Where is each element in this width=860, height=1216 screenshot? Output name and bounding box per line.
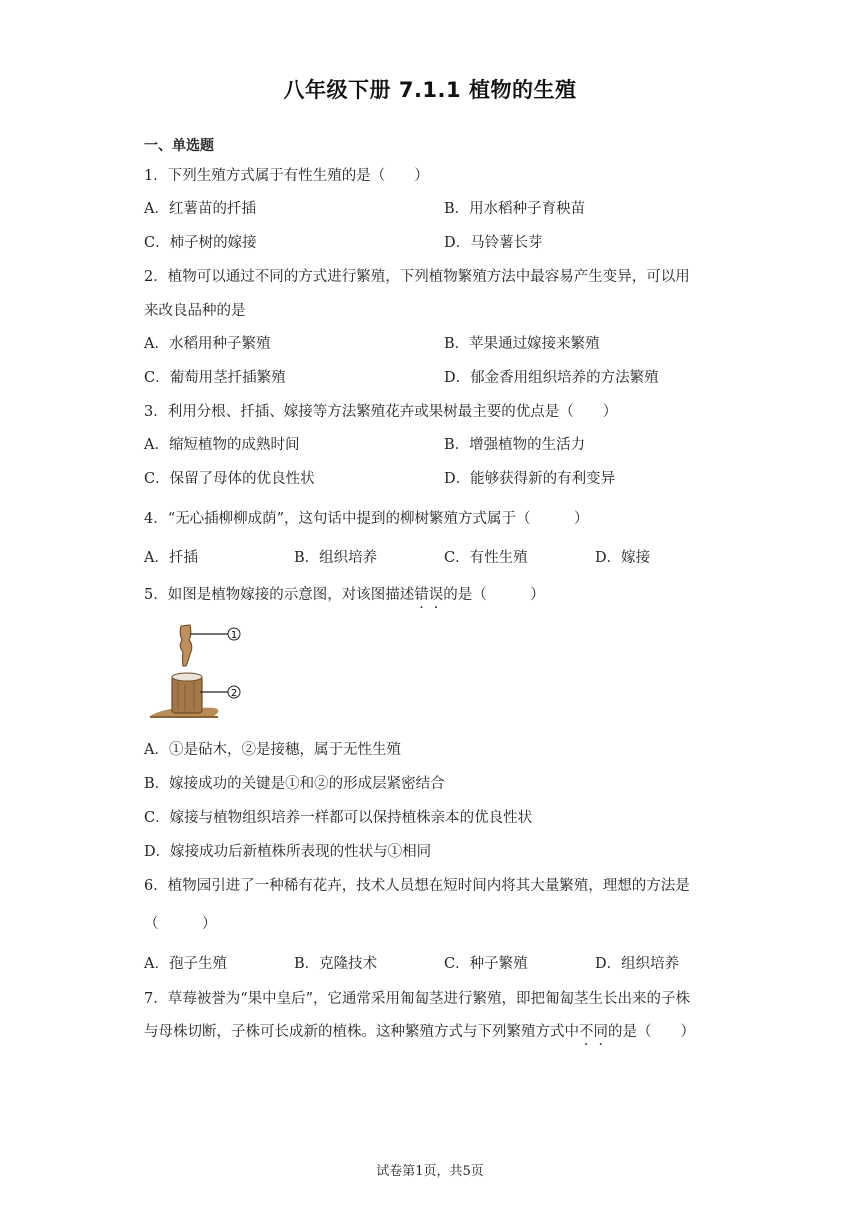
q4-option-c: C．有性生殖: [444, 550, 528, 566]
stock-top: [172, 673, 202, 681]
q6-option-c: C．种子繁殖: [444, 956, 528, 972]
question-7-stem-line1: 7．草莓被誉为“果中皇后”，它通常采用匍匐茎进行繁殖，即把匍匐茎生长出来的子株: [144, 991, 691, 1007]
grafting-diagram: [148, 620, 248, 720]
q3-option-b: B．增强植物的生活力: [444, 437, 586, 453]
q2-option-d: D．郁金香用组织培养的方法繁殖: [444, 370, 659, 386]
scion-branch: [180, 625, 192, 666]
q7-stem-post: 的是（ ）: [608, 1024, 695, 1040]
q5-option-a: A．①是砧木，②是接穗，属于无性生殖: [144, 742, 401, 758]
q7-stem-pre: 与母株切断，子株可长成新的植株。这种繁殖方式与下列繁殖方式中: [144, 1024, 579, 1040]
q7-emphasis-1: 不: [579, 1024, 594, 1040]
question-3-stem: 3．利用分根、扦插、嫁接等方法繁殖花卉或果树最主要的优点是（ ）: [144, 404, 618, 420]
q4-option-b: B．组织培养: [294, 550, 378, 566]
q6-option-a: A．孢子生殖: [144, 956, 227, 972]
q5-emphasis-2: 误: [428, 587, 444, 603]
q3-option-d: D．能够获得新的有利变异: [444, 471, 616, 487]
q1-option-b: B．用水稻种子育秧苗: [444, 201, 586, 217]
section-heading: 一、单选题: [144, 138, 214, 154]
label-2: 2: [230, 688, 238, 699]
q3-option-a: A．缩短植物的成熟时间: [144, 437, 300, 453]
question-5-stem: [144, 583, 545, 604]
q3-option-c: C．保留了母体的优良性状: [144, 471, 315, 487]
q2-option-c: C．葡萄用茎扦插繁殖: [144, 370, 286, 386]
question-2-stem-line1: 2．植物可以通过不同的方式进行繁殖，下列植物繁殖方法中最容易产生变异，可以用: [144, 269, 690, 285]
q5-emphasis-1: 错: [414, 587, 429, 603]
stock-trunk: [172, 676, 202, 713]
q4-option-a: A．扦插: [144, 550, 198, 566]
q6-option-d: D．组织培养: [595, 956, 680, 972]
q4-option-d: D．嫁接: [595, 550, 651, 566]
page-title: 八年级下册 7.1.1 植物的生殖: [283, 78, 577, 102]
q5-stem-post: 的是（ ）: [443, 587, 545, 603]
q7-emphasis-2: 同: [593, 1024, 608, 1040]
q1-option-d: D．马铃薯长芽: [444, 235, 543, 251]
question-7-stem-line2: [144, 1020, 695, 1041]
q5-stem-pre: 5．如图是植物嫁接的示意图，对该图描述: [144, 587, 415, 603]
question-6-stem-line1: 6．植物园引进了一种稀有花卉，技术人员想在短时间内将其大量繁殖，理想的方法是: [144, 878, 690, 894]
question-2-stem-line2: 来改良品种的是: [144, 303, 246, 319]
q5-option-b: B．嫁接成功的关键是①和②的形成层紧密结合: [144, 776, 445, 792]
question-6-stem-line2: （ ）: [144, 916, 217, 932]
q5-option-c: C．嫁接与植物组织培养一样都可以保持植株亲本的优良性状: [144, 810, 533, 826]
label-1: 1: [230, 630, 238, 641]
q1-option-c: C．柿子树的嫁接: [144, 235, 257, 251]
question-1-stem: 1．下列生殖方式属于有性生殖的是（ ）: [144, 168, 429, 184]
question-4-stem: 4．“无心插柳柳成荫”，这句话中提到的柳树繁殖方式属于（ ）: [144, 511, 589, 527]
q6-option-b: B．克隆技术: [294, 956, 378, 972]
q1-option-a: A．红薯苗的扦插: [144, 201, 256, 217]
q2-option-b: B．苹果通过嫁接来繁殖: [444, 336, 600, 352]
page-footer: 试卷第1页，共5页: [376, 1164, 484, 1179]
q5-option-d: D．嫁接成功后新植株所表现的性状与①相同: [144, 844, 432, 860]
q2-option-a: A．水稻用种子繁殖: [144, 336, 271, 352]
